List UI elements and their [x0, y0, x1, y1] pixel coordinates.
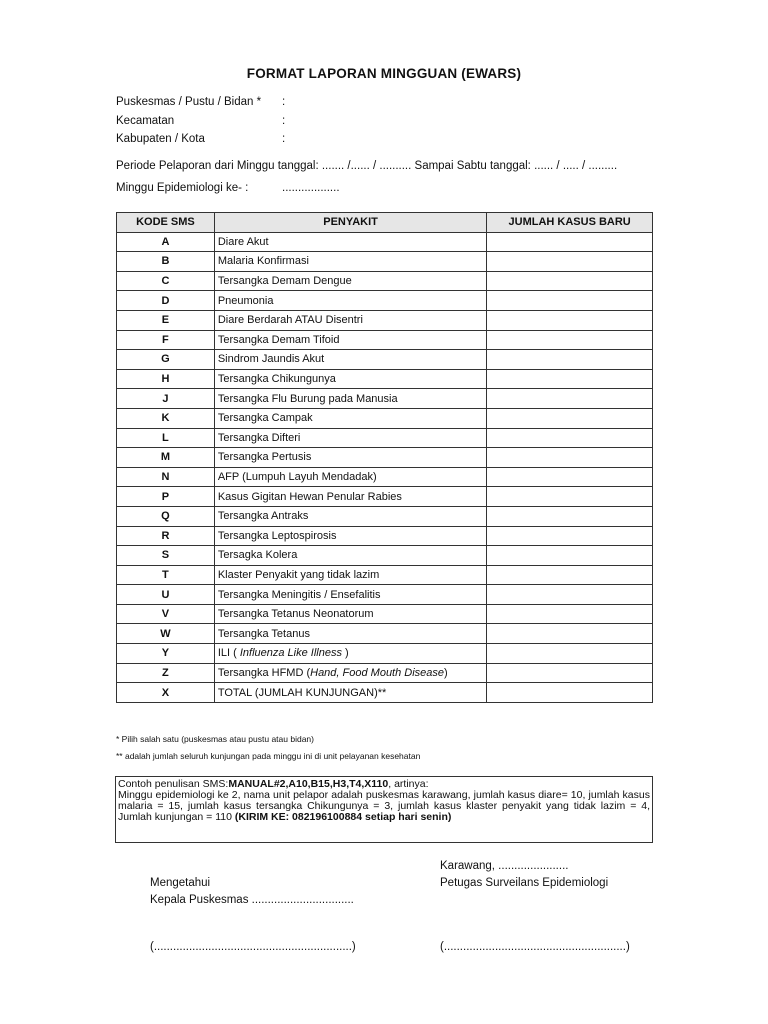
- table-row: [117, 467, 653, 487]
- sms-code-cell: X: [117, 683, 215, 703]
- sms-code-cell: F: [117, 330, 215, 350]
- sms-code-cell: J: [117, 389, 215, 409]
- periode-line: Periode Pelaporan dari Minggu tanggal: ....... /...... / .......... Sampai Sabtu tanggal: ...... / ..... / .........: [116, 160, 618, 172]
- header-jumlah-kasus: JUMLAH KASUS BARU: [487, 213, 653, 233]
- disease-text: ): [444, 666, 448, 679]
- sms-example-box: [115, 776, 653, 843]
- case-count-cell[interactable]: [487, 604, 653, 624]
- case-count-cell[interactable]: [487, 271, 653, 291]
- sms-code-cell: C: [117, 271, 215, 291]
- case-count-cell[interactable]: [487, 408, 653, 428]
- table-row: [117, 683, 653, 703]
- case-count-cell[interactable]: [487, 310, 653, 330]
- minggu-label: Minggu Epidemiologi ke- :: [116, 182, 249, 194]
- sms-body: Minggu epidemiologi ke 2, nama unit pelapor adalah puskesmas karawang, jumlah kasus diare= 10, jumlah kasus malaria = 15, jumlah kasus tersangka Chikungunya = 3, jumlah kasus klaster penyakit yang tidak lazim = 4, Jumlah kunjungan = 110: [118, 789, 650, 823]
- sms-code-cell: P: [117, 487, 215, 507]
- field-label-kabupaten: Kabupaten / Kota: [116, 133, 205, 145]
- mengetahui-label: Mengetahui: [150, 877, 211, 889]
- field-label-kecamatan: Kecamatan: [116, 115, 175, 127]
- sms-code-cell: W: [117, 624, 215, 644]
- sms-code-cell: M: [117, 448, 215, 468]
- case-count-cell[interactable]: [487, 585, 653, 605]
- disease-cell: Klaster Penyakit yang tidak lazim: [214, 565, 486, 585]
- sms-intro: Contoh penulisan SMS:: [118, 778, 229, 790]
- table-row: [117, 389, 653, 409]
- left-signature-line: (..............................................................): [150, 941, 356, 953]
- table-row: [117, 585, 653, 605]
- table-row: [117, 448, 653, 468]
- sms-code-cell: Q: [117, 506, 215, 526]
- table-row: [117, 565, 653, 585]
- disease-cell: Tersangka Chikungunya: [214, 369, 486, 389]
- case-count-cell[interactable]: [487, 467, 653, 487]
- table-row: [117, 624, 653, 644]
- case-count-cell[interactable]: [487, 389, 653, 409]
- field-colon: :: [282, 96, 286, 108]
- case-count-cell[interactable]: [487, 644, 653, 664]
- table-row: [117, 546, 653, 566]
- case-count-cell[interactable]: [487, 487, 653, 507]
- case-count-cell[interactable]: [487, 448, 653, 468]
- table-row: [117, 350, 653, 370]
- table-body: [117, 232, 653, 702]
- table-row: [117, 408, 653, 428]
- footnote-1: * Pilih salah satu (puskesmas atau pustu atau bidan): [116, 734, 314, 744]
- field-label-puskesmas: Puskesmas / Pustu / Bidan *: [116, 96, 262, 108]
- case-count-cell[interactable]: [487, 526, 653, 546]
- table-row: [117, 252, 653, 272]
- disease-cell: Tersangka Demam Dengue: [214, 271, 486, 291]
- case-count-cell[interactable]: [487, 663, 653, 683]
- disease-cell: [214, 644, 486, 664]
- case-count-cell[interactable]: [487, 369, 653, 389]
- sms-code-cell: B: [117, 252, 215, 272]
- sms-code-cell: S: [117, 546, 215, 566]
- table-row: [117, 291, 653, 311]
- table-row: [117, 369, 653, 389]
- disease-cell: Pneumonia: [214, 291, 486, 311]
- disease-text: ): [341, 647, 349, 660]
- sms-code-cell: V: [117, 604, 215, 624]
- kepala-puskesmas-label: Kepala Puskesmas ................................: [150, 894, 354, 906]
- table-row: [117, 310, 653, 330]
- sms-code-cell: Z: [117, 663, 215, 683]
- case-count-cell[interactable]: [487, 330, 653, 350]
- table-row: [117, 604, 653, 624]
- case-count-cell[interactable]: [487, 350, 653, 370]
- header-kode-sms: KODE SMS: [117, 213, 215, 233]
- disease-cell: Diare Berdarah ATAU Disentri: [214, 310, 486, 330]
- case-count-cell[interactable]: [487, 428, 653, 448]
- disease-cell: Tersangka Difteri: [214, 428, 486, 448]
- sms-code-cell: E: [117, 310, 215, 330]
- table-header-row: [117, 213, 653, 233]
- disease-cell: Tersagka Kolera: [214, 546, 486, 566]
- table-row: [117, 330, 653, 350]
- sms-send-instruction: (KIRIM KE: 082196100884 setiap hari senin): [234, 811, 452, 823]
- place-date: Karawang, ......................: [440, 860, 569, 872]
- disease-cell: Diare Akut: [214, 232, 486, 252]
- disease-cell: TOTAL (JUMLAH KUNJUNGAN)**: [214, 683, 486, 703]
- disease-cell: AFP (Lumpuh Layuh Mendadak): [214, 467, 486, 487]
- disease-text-italic: Hand, Food Mouth Disease: [310, 666, 445, 679]
- sms-code-cell: N: [117, 467, 215, 487]
- case-count-cell[interactable]: [487, 683, 653, 703]
- case-count-cell[interactable]: [487, 624, 653, 644]
- table-row: [117, 663, 653, 683]
- table-row: [117, 644, 653, 664]
- disease-cell: [214, 663, 486, 683]
- field-colon: :: [282, 133, 286, 145]
- disease-text-italic: Influenza Like Illness: [239, 647, 342, 660]
- petugas-title: Petugas Surveilans Epidemiologi: [440, 877, 609, 889]
- case-count-cell[interactable]: [487, 291, 653, 311]
- disease-text: Tersangka HFMD (: [217, 666, 311, 679]
- footnote-2: ** adalah jumlah seluruh kunjungan pada minggu ini di unit pelayanan kesehatan: [116, 751, 421, 761]
- disease-cell: Kasus Gigitan Hewan Penular Rabies: [214, 487, 486, 507]
- disease-cell: Tersangka Flu Burung pada Manusia: [214, 389, 486, 409]
- table-row: [117, 428, 653, 448]
- sms-code-cell: R: [117, 526, 215, 546]
- disease-report-table: [116, 212, 653, 703]
- disease-cell: Tersangka Antraks: [214, 506, 486, 526]
- document-title: FORMAT LAPORAN MINGGUAN (EWARS): [246, 66, 522, 81]
- sms-code: MANUAL#2,A10,B15,H3,T4,X110: [228, 778, 389, 790]
- right-signature-line: (.........................................................): [440, 941, 630, 953]
- table-row: [117, 487, 653, 507]
- disease-cell: Tersangka Demam Tifoid: [214, 330, 486, 350]
- sms-code-cell: A: [117, 232, 215, 252]
- disease-cell: Tersangka Meningitis / Ensefalitis: [214, 585, 486, 605]
- disease-cell: Tersangka Pertusis: [214, 448, 486, 468]
- case-count-cell[interactable]: [487, 232, 653, 252]
- case-count-cell[interactable]: [487, 546, 653, 566]
- table-row: [117, 506, 653, 526]
- sms-code-cell: K: [117, 408, 215, 428]
- sms-after-code: , artinya:: [388, 778, 429, 790]
- field-colon: :: [282, 115, 286, 127]
- disease-cell: Tersangka Tetanus Neonatorum: [214, 604, 486, 624]
- case-count-cell[interactable]: [487, 252, 653, 272]
- sms-code-cell: U: [117, 585, 215, 605]
- sms-code-cell: L: [117, 428, 215, 448]
- sms-code-cell: H: [117, 369, 215, 389]
- sms-code-cell: D: [117, 291, 215, 311]
- table-row: [117, 271, 653, 291]
- sms-code-cell: G: [117, 350, 215, 370]
- case-count-cell[interactable]: [487, 565, 653, 585]
- case-count-cell[interactable]: [487, 506, 653, 526]
- sms-code-cell: Y: [117, 644, 215, 664]
- sms-code-cell: T: [117, 565, 215, 585]
- disease-cell: Tersangka Campak: [214, 408, 486, 428]
- disease-cell: Tersangka Tetanus: [214, 624, 486, 644]
- disease-cell: Tersangka Leptospirosis: [214, 526, 486, 546]
- minggu-value: ..................: [282, 182, 340, 194]
- disease-text: ILI (: [217, 647, 240, 660]
- disease-cell: Malaria Konfirmasi: [214, 252, 486, 272]
- table-row: [117, 526, 653, 546]
- disease-cell: Sindrom Jaundis Akut: [214, 350, 486, 370]
- table-row: [117, 232, 653, 252]
- header-penyakit: PENYAKIT: [214, 213, 486, 233]
